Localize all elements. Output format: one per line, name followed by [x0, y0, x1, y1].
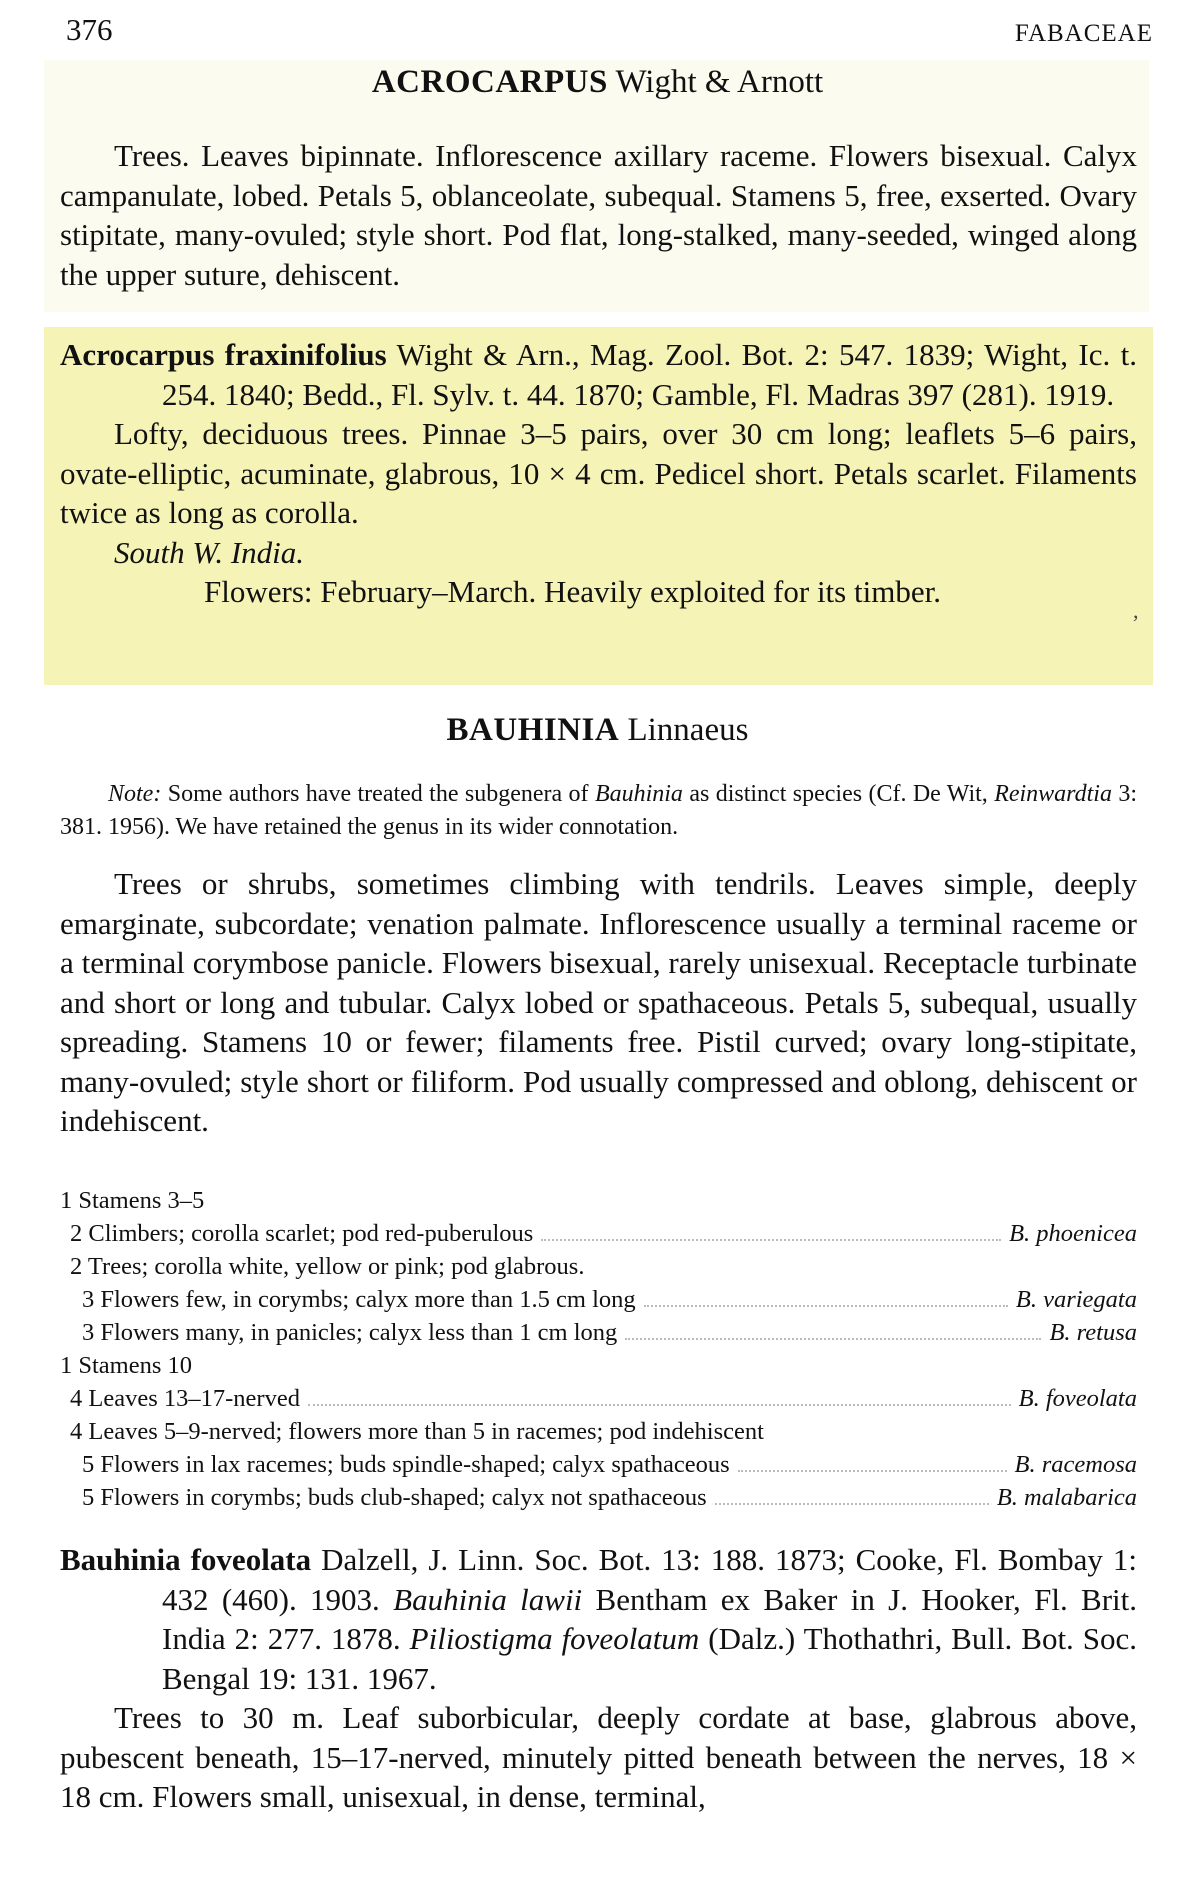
bauhinia-description-block	[60, 864, 1137, 1141]
key-leader-dots	[541, 1225, 1001, 1241]
key-row	[60, 1250, 1137, 1283]
synonym-citation: (Dalz.) Thothathri, Bull. Bot. Soc. Bengal 19: 131. 1967.	[162, 1621, 1138, 1696]
key-text: 2 Climbers; corolla scarlet; pod red-puberulous	[70, 1220, 534, 1247]
bauhinia-description: Trees or shrubs, sometimes climbing with tendrils. Leaves simple, deeply emarginate, subcordate; venation palmate. Inflorescence usually a terminal raceme or a terminal corymbose panicle. Flowers bisexual, rarely unisexual. Receptacle turbinate and short or long and tubular. Calyx lobed or spathaceous. Petals 5, subequal, usually spreading. Stamens 10 or fewer; filaments free. Pistil curved; ovary long-stipitate, many-ovuled; style short or filiform. Pod usually compressed and oblong, dehiscent or indehiscent.	[60, 866, 1137, 1138]
scan-mark: ,	[1133, 598, 1139, 623]
synonym-citation: Bentham ex Baker in J. Hooker, Fl. Brit. India 2: 277. 1878.	[162, 1581, 1138, 1656]
acrocarpus-heading	[0, 64, 1195, 101]
key-text: 3 Flowers few, in corymbs; calyx more than 1.5 cm long	[82, 1286, 636, 1313]
key-text: 5 Flowers in corymbs; buds club-shaped; calyx not spathaceous	[82, 1484, 707, 1511]
key-text: 5 Flowers in lax racemes; buds spindle-shaped; calyx spathaceous	[82, 1451, 730, 1478]
key-result: B. malabarica	[996, 1484, 1137, 1511]
key-leader-dots	[644, 1291, 1008, 1307]
key-result: B. phoenicea	[1009, 1220, 1137, 1247]
key-text: 4 Leaves 5–9-nerved; flowers more than 5 in racemes; pod indehiscent	[70, 1418, 764, 1445]
acrocarpus-description-block	[60, 136, 1137, 294]
key-row	[60, 1316, 1137, 1349]
key-row	[60, 1415, 1137, 1448]
species-citation-para	[60, 1540, 1137, 1698]
species-citation-para	[60, 335, 1137, 414]
bauhinia-note	[60, 778, 1137, 844]
key-text: 2 Trees; corolla white, yellow or pink; pod glabrous.	[70, 1253, 585, 1280]
foveolata-entry	[60, 1540, 1137, 1817]
note-text-3: 3: 381. 1956). We have retained the genus in its wider connotation.	[60, 781, 1138, 840]
key-leader-dots	[738, 1456, 1007, 1472]
note-text-2: as distinct species (Cf. De Wit,	[689, 781, 988, 807]
species-distribution-para	[60, 533, 1137, 573]
note-text-1: Some authors have treated the subgenera of	[167, 781, 589, 807]
species-phenology: Flowers: February–March. Heavily exploited for its timber.	[204, 574, 941, 609]
running-head: FABACEAE	[1014, 20, 1153, 47]
key-row	[60, 1217, 1137, 1250]
key-leader-dots	[625, 1324, 1041, 1340]
species-description: Lofty, deciduous trees. Pinnae 3–5 pairs, over 30 cm long; leaflets 5–6 pairs, ovate-elliptic, acuminate, glabrous, 10 × 4 cm. Pedicel short. Petals scarlet. Filaments twice as long as corolla.	[60, 416, 1137, 530]
key-result: B. variegata	[1015, 1286, 1137, 1313]
note-label: Note:	[108, 781, 162, 807]
acrocarpus-description: Trees. Leaves bipinnate. Inflorescence axillary raceme. Flowers bisexual. Calyx campanulate, lobed. Petals 5, oblanceolate, subequal. Stamens 5, free, exserted. Ovary stipitate, many-ovuled; style short. Pod flat, long-stalked, many-seeded, winged along the upper suture, dehiscent.	[60, 138, 1137, 292]
genus-name: ACROCARPUS	[371, 64, 608, 100]
key-text: 4 Leaves 13–17-nerved	[70, 1385, 300, 1412]
key-text: 1 Stamens 3–5	[60, 1187, 205, 1214]
key-row	[60, 1184, 1137, 1217]
identification-key	[60, 1184, 1137, 1514]
key-row	[60, 1481, 1137, 1514]
species-citation: Dalzell, J. Linn. Soc. Bot. 13: 188. 1873; Cooke, Fl. Bombay 1: 432 (460). 1903.	[162, 1542, 1137, 1617]
key-result: B. racemosa	[1014, 1451, 1137, 1478]
key-row	[60, 1349, 1137, 1382]
key-leader-dots	[715, 1489, 989, 1505]
key-text: 1 Stamens 10	[60, 1352, 193, 1379]
key-result: B. foveolata	[1018, 1385, 1137, 1412]
species-name: Bauhinia foveolata	[60, 1542, 312, 1577]
species-distribution: South W. India.	[114, 534, 305, 570]
key-row	[60, 1382, 1137, 1415]
bauhinia-heading	[0, 712, 1195, 749]
synonym-name: Bauhinia lawii	[393, 1581, 583, 1617]
genus-author: Linnaeus	[627, 712, 749, 748]
species-description: Trees to 30 m. Leaf suborbicular, deeply cordate at base, glabrous above, pubescent beneath, 15–17-nerved, minutely pitted beneath between the nerves, 18 × 18 cm. Flowers small, unisexual, in dense, terminal,	[60, 1700, 1137, 1814]
fraxinifolius-entry	[60, 335, 1137, 612]
note-genus: Bauhinia	[594, 781, 683, 807]
synonym-name: Piliostigma foveolatum	[409, 1621, 700, 1656]
species-name: Acrocarpus fraxinifolius	[60, 337, 387, 372]
key-row	[60, 1448, 1137, 1481]
key-row	[60, 1283, 1137, 1316]
species-citation: Wight & Arn., Mag. Zool. Bot. 2: 547. 1839; Wight, Ic. t. 254. 1840; Bedd., Fl. Sylv. t. 44. 1870; Gamble, Fl. Madras 397 (281). 1919.	[162, 337, 1137, 412]
page-number: 376	[66, 12, 113, 47]
key-leader-dots	[308, 1390, 1011, 1406]
key-text: 3 Flowers many, in panicles; calyx less than 1 cm long	[82, 1319, 618, 1346]
key-result: B. retusa	[1049, 1319, 1137, 1346]
genus-name: BAUHINIA	[446, 712, 620, 748]
note-journal: Reinwardtia	[994, 781, 1112, 807]
genus-author: Wight & Arnott	[615, 64, 824, 100]
